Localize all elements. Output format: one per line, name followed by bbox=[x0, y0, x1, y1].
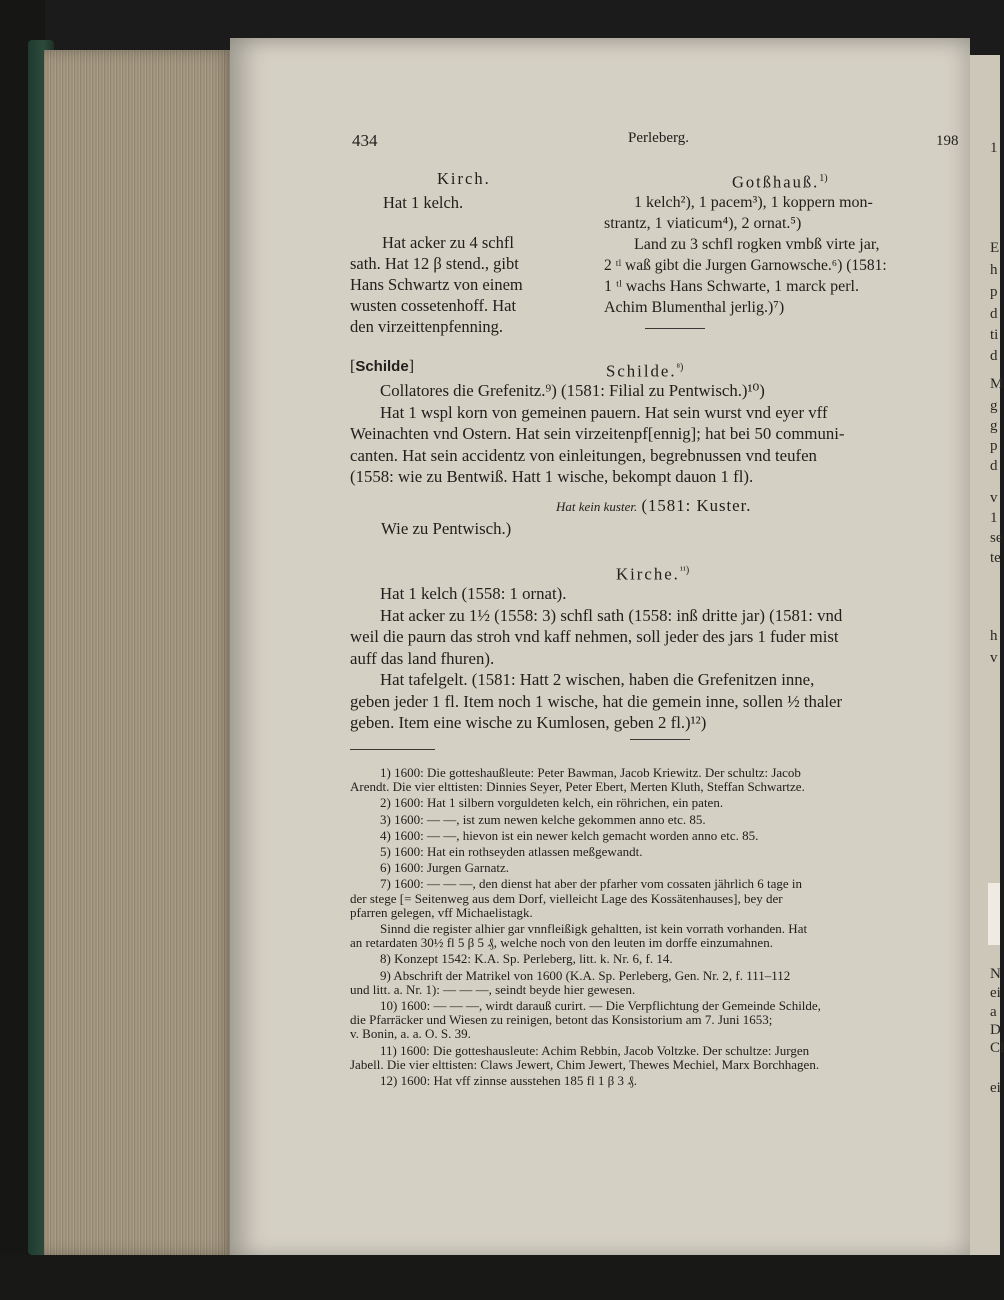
footnote-line: an retardaten 30½ fl 5 β 5 ₰, welche noch von den leuten im dorffe einzumahnen. bbox=[350, 935, 773, 951]
left-para-line: Hat acker zu 4 schfl bbox=[382, 233, 514, 252]
margin-glyph: E bbox=[990, 240, 1000, 256]
right-line: 1 kelch²), 1 pacem³), 1 koppern mon- bbox=[634, 194, 873, 211]
footnote-line: 4) 1600: — —, hievon ist ein newer kelch gemacht worden anno etc. 85. bbox=[380, 827, 759, 843]
margin-glyph: te bbox=[990, 550, 1001, 566]
kirche-line: weil die paurn das stroh vnd kaff nehmen, soll jeder des jars 1 fuder mist bbox=[350, 627, 839, 646]
right-column-body bbox=[604, 192, 887, 318]
left-paragraph bbox=[350, 232, 586, 337]
schilde-label: Schilde bbox=[355, 358, 409, 375]
margin-glyph: N bbox=[990, 966, 1001, 982]
schilde-bracket-label: [Schilde] bbox=[350, 358, 415, 375]
outer-number: 198 bbox=[936, 133, 959, 149]
margin-glyph: g bbox=[990, 418, 998, 434]
margin-glyph: h bbox=[990, 262, 998, 278]
footnote-item bbox=[350, 952, 821, 966]
right-heading bbox=[732, 168, 828, 193]
footnote-line: Sinnd die register alhier gar vnnfleißigk gehaltten, ist kein vorrath vorhanden. Hat bbox=[380, 921, 808, 937]
margin-glyph: ti bbox=[990, 327, 999, 343]
footnote-line: 6) 1600: Jurgen Garnatz. bbox=[380, 860, 510, 876]
footnote-item bbox=[350, 861, 821, 875]
footnote-item bbox=[350, 829, 821, 843]
margin-glyph: p bbox=[990, 284, 998, 300]
footnote-item bbox=[350, 922, 821, 950]
page-marker-tab bbox=[988, 883, 1000, 945]
left-para-line: den virzeittenpfenning. bbox=[350, 317, 504, 336]
left-para-line: Hans Schwartz von einem bbox=[350, 275, 523, 294]
margin-glyph: v bbox=[990, 650, 998, 666]
left-heading: Kirch. bbox=[437, 169, 491, 188]
book-board-bottom bbox=[0, 1255, 1000, 1300]
kirche-line: geben. Item eine wische zu Kumlosen, geben 2 fl.)¹²) bbox=[350, 713, 707, 732]
running-title: Perleberg. bbox=[628, 130, 689, 146]
footnote-line: 1) 1600: Die gotteshaußleute: Peter Bawman, Jacob Kriewitz. Der schultz: Jacob bbox=[380, 765, 801, 780]
left-para-line: sath. Hat 12 β stend., gibt bbox=[350, 254, 519, 273]
schilde-body bbox=[350, 380, 844, 488]
margin-glyph: D bbox=[990, 1022, 1001, 1038]
kuster-italic: Hat kein kuster. bbox=[556, 499, 638, 514]
footnote-line: 11) 1600: Die gotteshausleute: Achim Rebbin, Jacob Voltzke. Der schultze: Jurgen bbox=[380, 1042, 810, 1058]
footnote-item bbox=[350, 845, 821, 859]
kirche-line: auff das land fhuren). bbox=[350, 648, 495, 668]
right-line: Achim Blumenthal jerlig.)⁷) bbox=[604, 299, 785, 316]
left-para-line: wusten cossetenhoff. Hat bbox=[350, 296, 517, 315]
kirche-line: Hat 1 kelch (1558: 1 ornat). bbox=[380, 584, 567, 603]
footnote-item bbox=[350, 877, 821, 920]
margin-glyph: se bbox=[990, 530, 1003, 546]
margin-glyph: ei bbox=[990, 985, 1001, 1001]
footnote-item bbox=[350, 1044, 821, 1072]
footnotes bbox=[350, 766, 821, 1090]
right-line: strantz, 1 viaticum⁴), 2 ornat.⁵) bbox=[604, 215, 802, 232]
footnote-line: Jabell. Die vier elttisten: Claws Jewert, Chim Jewert, Thewes Mechiel, Marx Borchhagen. bbox=[350, 1056, 820, 1072]
footnote-line: der stege [= Seitenweg aus dem Dorf, vielleicht Lage des Kossätenhauses], bey der bbox=[350, 890, 783, 906]
margin-glyph: d bbox=[990, 348, 998, 364]
footnote-item bbox=[350, 813, 821, 827]
footnote-line: 10) 1600: — — —, wirdt darauß curirt. — Die Verpflichtung der Gemeinde Schilde, bbox=[380, 998, 821, 1014]
footnote-item bbox=[350, 796, 821, 810]
footnote-line: pfarren gelegen, vff Michaelistagk. bbox=[350, 904, 533, 920]
footnote-line: die Pfarräcker und Wiesen zu reinigen, betont das Konsistorium am 7. Juni 1653; bbox=[350, 1012, 773, 1028]
footnote-line: 7) 1600: — — —, den dienst hat aber der pfarher vom cossaten jährlich 6 tage in bbox=[380, 876, 803, 892]
right-line: 1 ᵗˡ wachs Hans Schwarte, 1 marck perl. bbox=[604, 278, 859, 295]
footnote-line: 8) Konzept 1542: K.A. Sp. Perleberg, litt. k. Nr. 6, f. 14. bbox=[380, 951, 673, 967]
schilde-line: Weinachten vnd Ostern. Hat sein virzeitenpf[ennig]; hat bei 50 communi- bbox=[350, 424, 845, 443]
footnote-line: 2) 1600: Hat 1 silbern vorguldeten kelch, ein röhrichen, ein paten. bbox=[380, 795, 724, 811]
footnote-line: 3) 1600: — —, ist zum newen kelche gekommen anno etc. 85. bbox=[380, 811, 706, 827]
kirche-line: Hat acker zu 1½ (1558: 3) schfl sath (1558: inß dritte jar) (1581: vnd bbox=[380, 605, 843, 625]
footnote-line: Arendt. Die vier elttisten: Dinnies Seyer, Peter Ebert, Merten Kluth, Steffan Schwartze. bbox=[350, 779, 805, 795]
kuster-line bbox=[556, 495, 751, 518]
margin-glyph: 1 bbox=[990, 510, 998, 526]
kirche-line: geben jeder 1 fl. Item noch 1 wische, hat die gemein inne, sollen ½ thaler bbox=[350, 691, 843, 711]
left-line1: Hat 1 kelch. bbox=[383, 193, 464, 212]
schilde-heading-text: Schilde. bbox=[606, 361, 677, 381]
right-heading-text: Gotßhauß. bbox=[732, 172, 820, 192]
footnote-line: v. Bonin, a. a. O. S. 39. bbox=[350, 1026, 471, 1042]
schilde-line: Hat 1 wspl korn von gemeinen pauern. Hat sein wurst vnd eyer vff bbox=[380, 402, 828, 422]
footnote-line: 12) 1600: Hat vff zinnse ausstehen 185 fl 1 β 3 ₰. bbox=[380, 1073, 637, 1089]
footnote-item bbox=[350, 766, 821, 794]
schilde-line: Collatores die Grefenitz.⁹) (1581: Filial zu Pentwisch.)¹⁰) bbox=[380, 381, 765, 400]
kirche-heading-text: Kirche. bbox=[616, 564, 680, 584]
right-line: 2 ᵗˡ waß gibt die Jurgen Garnowsche.⁶) (1581: bbox=[604, 257, 887, 274]
kirche-heading-note: ¹¹) bbox=[679, 565, 690, 576]
schilde-line: canten. Hat sein accidentz von einleitungen, begrebnussen vnd teufen bbox=[350, 445, 817, 465]
margin-glyph: d bbox=[990, 306, 998, 322]
margin-glyph: Cl bbox=[990, 1040, 1004, 1056]
margin-glyph: 1 bbox=[990, 140, 998, 156]
right-heading-note: 1) bbox=[819, 173, 828, 184]
footnote-item bbox=[350, 999, 821, 1042]
margin-glyph: d bbox=[990, 458, 998, 474]
margin-glyph: h bbox=[990, 628, 998, 644]
margin-glyph: g bbox=[990, 398, 998, 414]
margin-glyph: ei bbox=[990, 1080, 1001, 1096]
kuster-line2: Wie zu Pentwisch.) bbox=[381, 519, 512, 538]
right-line: Land zu 3 schfl rogken vmbß virte jar, bbox=[634, 236, 880, 253]
kirche-line: Hat tafelgelt. (1581: Hatt 2 wischen, haben die Grefenitzen inne, bbox=[380, 670, 815, 689]
footnote-line: 5) 1600: Hat ein rothseyden atlassen meßgewandt. bbox=[380, 844, 643, 860]
section-rule bbox=[645, 328, 705, 329]
schilde-heading-note: ⁸) bbox=[676, 362, 684, 373]
footnote-line: und litt. a. Nr. 1): — — —, seindt beyde hier gewesen. bbox=[350, 981, 636, 997]
page-stack-edge bbox=[44, 50, 234, 1255]
footnote-rule bbox=[350, 749, 435, 750]
section-rule bbox=[630, 739, 690, 740]
kirche-body bbox=[350, 583, 842, 734]
footnote-item bbox=[350, 969, 821, 997]
schilde-line: (1558: wie zu Bentwiß. Hatt 1 wische, bekompt dauon 1 fl). bbox=[350, 467, 754, 486]
kirche-heading bbox=[616, 560, 689, 585]
footnote-item bbox=[350, 1074, 821, 1088]
margin-glyph: p bbox=[990, 438, 998, 454]
margin-glyph: v bbox=[990, 490, 998, 506]
margin-glyph: M bbox=[990, 376, 1004, 392]
schilde-heading bbox=[606, 357, 683, 382]
margin-glyph: a bbox=[990, 1004, 997, 1020]
page-number: 434 bbox=[352, 131, 378, 150]
footnote-line: 9) Abschrift der Matrikel von 1600 (K.A. Sp. Perleberg, Gen. Nr. 2, f. 111–112 bbox=[380, 967, 791, 983]
kuster-text: (1581: Kuster. bbox=[641, 496, 752, 515]
